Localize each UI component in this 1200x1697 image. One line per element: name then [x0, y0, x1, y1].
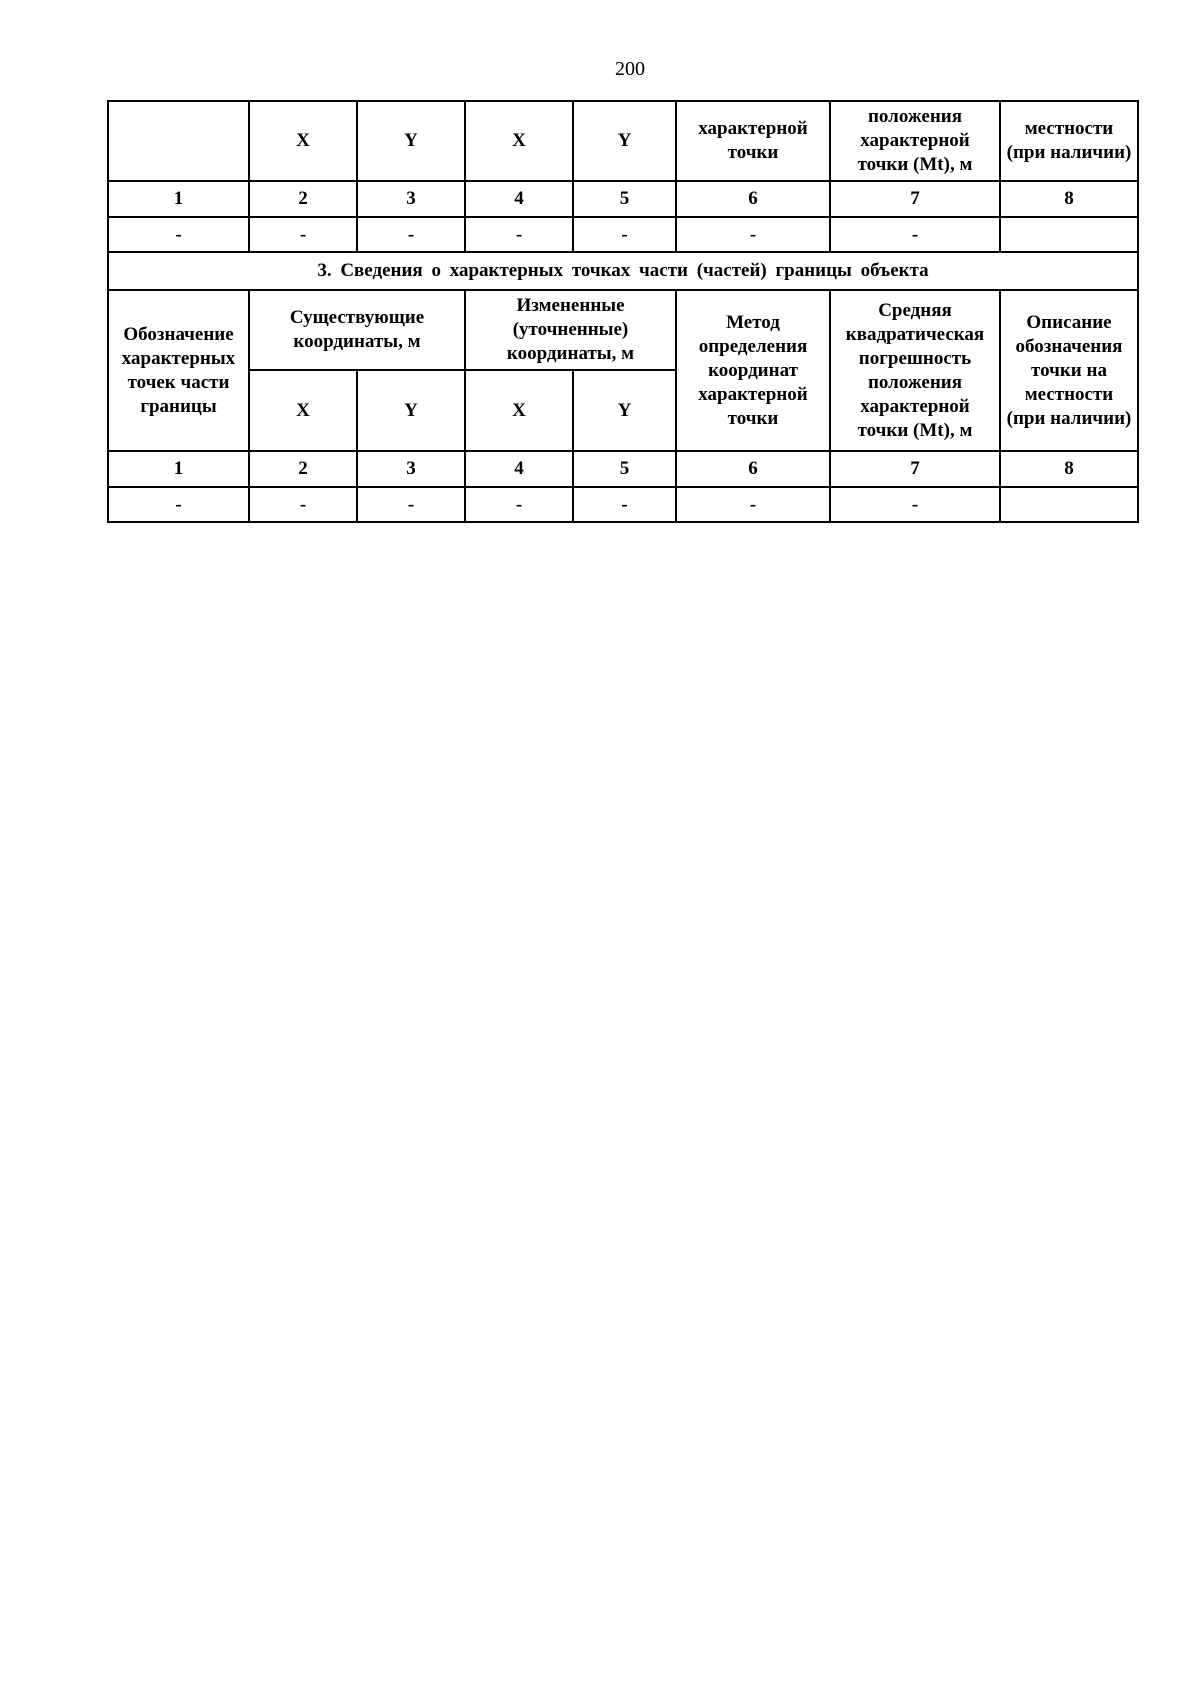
table-cell: -: [357, 217, 465, 252]
table-cell: -: [249, 487, 357, 522]
column-number: 3: [357, 181, 465, 217]
table-cell: [1000, 217, 1138, 252]
column-number: 4: [465, 451, 573, 487]
description-header: Описание обозначения точки на местности (при наличии): [1000, 290, 1138, 451]
column-number: 1: [108, 451, 249, 487]
table1-header-cell: Y: [573, 101, 676, 181]
table1-data-row: [108, 217, 1138, 252]
table-cell: -: [465, 217, 573, 252]
column-number: 5: [573, 181, 676, 217]
table1-header-cell: X: [465, 101, 573, 181]
column-number: 6: [676, 181, 830, 217]
column-number: 1: [108, 181, 249, 217]
table-cell: -: [676, 217, 830, 252]
designation-header: Обозначение характерных точек части границы: [108, 290, 249, 451]
existing-coords-header: Существующие координаты, м: [249, 290, 465, 370]
table1-header-cell: [108, 101, 249, 181]
table-cell: -: [573, 217, 676, 252]
error-header: Средняя квадратическая погрешность положения характерной точки (Mt), м: [830, 290, 1000, 451]
table-cell: -: [108, 217, 249, 252]
table1-header-cell: местности (при наличии): [1000, 101, 1138, 181]
column-number: 2: [249, 181, 357, 217]
table1-header-cell: Y: [357, 101, 465, 181]
column-number: 5: [573, 451, 676, 487]
page-number: 200: [615, 58, 645, 80]
section-title-row: [108, 252, 1138, 290]
table1-header-cell: характерной точки: [676, 101, 830, 181]
x-header: X: [249, 370, 357, 451]
y-header: Y: [357, 370, 465, 451]
column-number: 7: [830, 451, 1000, 487]
column-number: 8: [1000, 451, 1138, 487]
table1-header-cell: положения характерной точки (Mt), м: [830, 101, 1000, 181]
section3-number-row: [108, 451, 1138, 487]
x-header: X: [465, 370, 573, 451]
table1-header-row: [108, 101, 1138, 181]
y-header: Y: [573, 370, 676, 451]
table-cell: [1000, 487, 1138, 522]
section3-data-row: [108, 487, 1138, 522]
section-title: 3. Сведения о характерных точках части (частей) границы объекта: [108, 252, 1138, 290]
table-cell: -: [830, 217, 1000, 252]
column-number: 2: [249, 451, 357, 487]
table-cell: -: [830, 487, 1000, 522]
table-cell: -: [108, 487, 249, 522]
changed-coords-header: Измененные (уточненные) координаты, м: [465, 290, 676, 370]
column-number: 3: [357, 451, 465, 487]
coordinates-table: [107, 100, 1139, 523]
section3-header-row: [108, 290, 1138, 370]
table-cell: -: [676, 487, 830, 522]
method-header: Метод определения координат характерной точки: [676, 290, 830, 451]
column-number: 8: [1000, 181, 1138, 217]
column-number: 6: [676, 451, 830, 487]
table1-header-cell: X: [249, 101, 357, 181]
table-cell: -: [249, 217, 357, 252]
table-cell: -: [465, 487, 573, 522]
column-number: 7: [830, 181, 1000, 217]
table-cell: -: [573, 487, 676, 522]
column-number: 4: [465, 181, 573, 217]
table1-number-row: [108, 181, 1138, 217]
table-cell: -: [357, 487, 465, 522]
